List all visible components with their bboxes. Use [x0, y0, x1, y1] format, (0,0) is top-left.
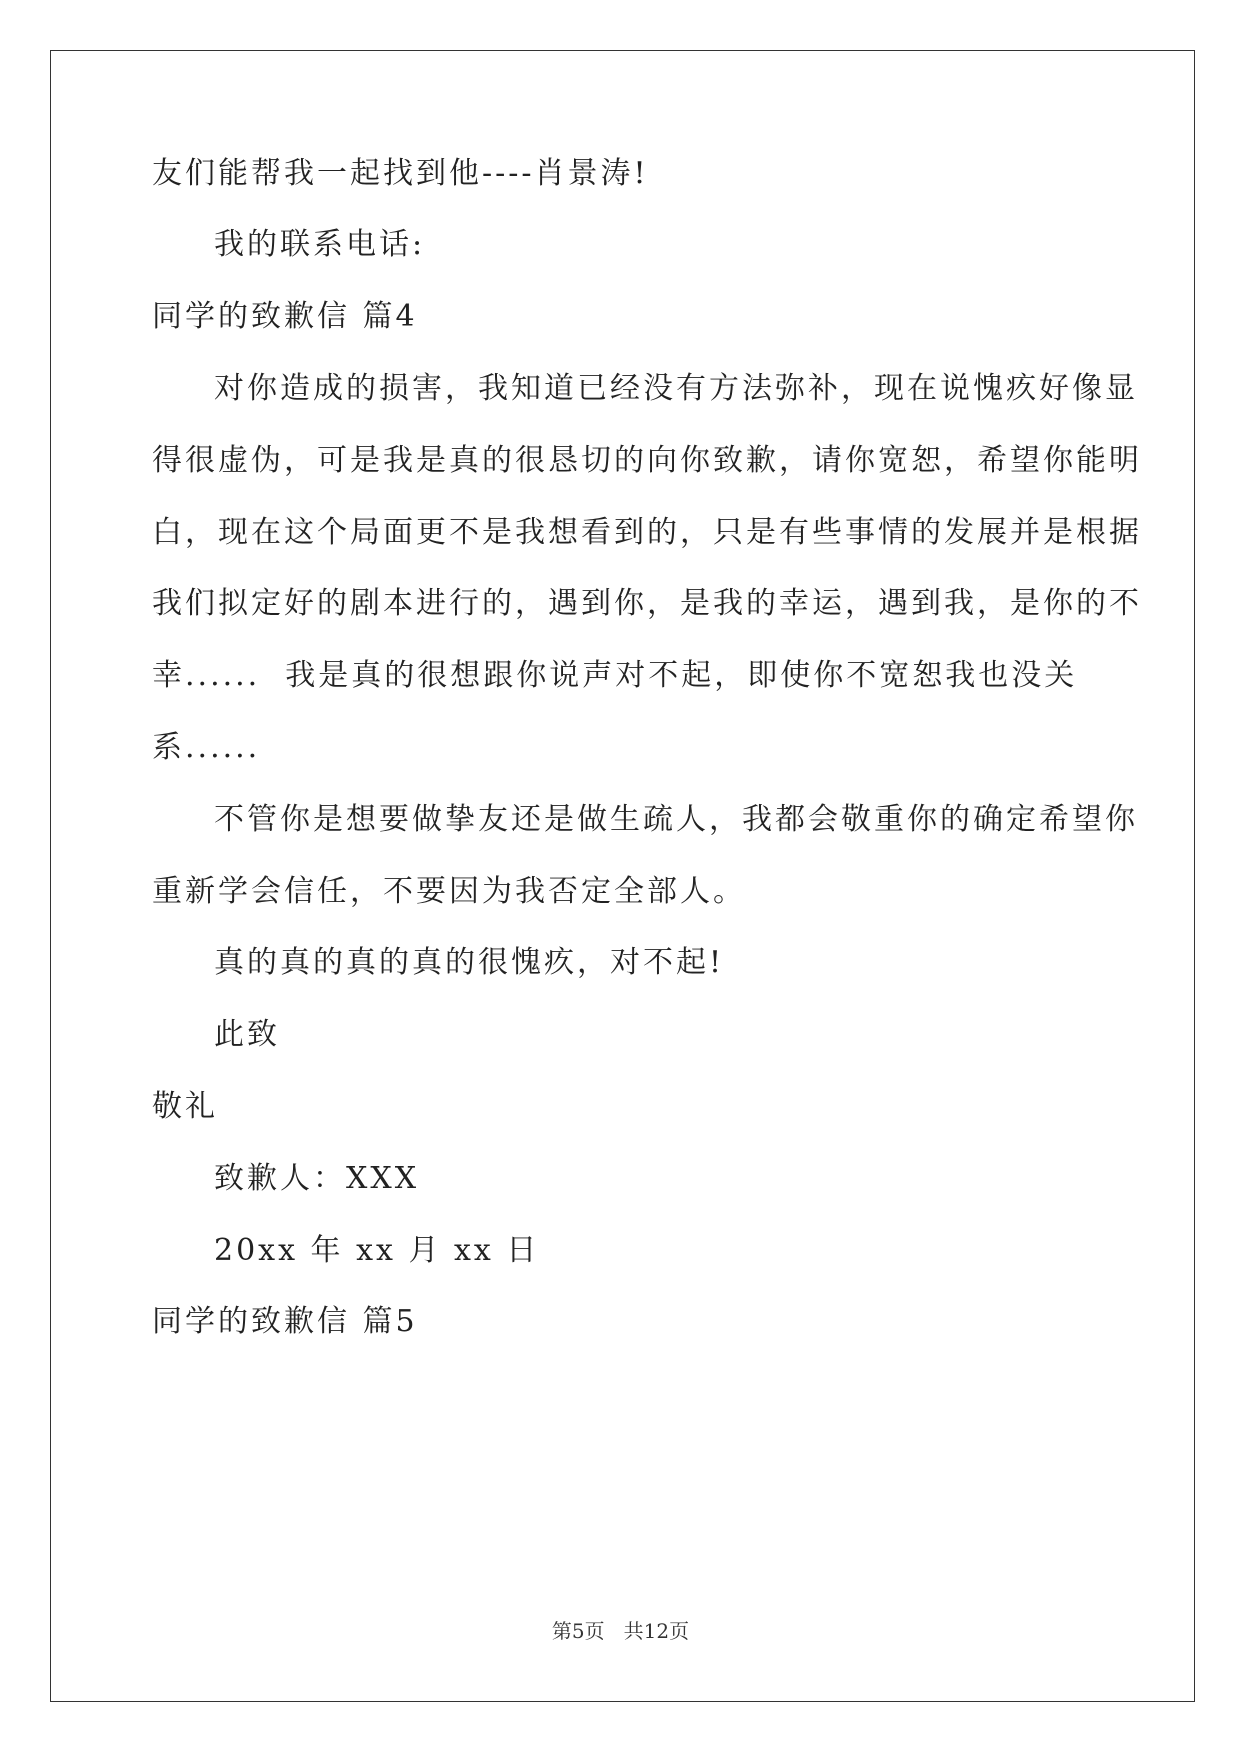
paragraph-line: 白，现在这个局面更不是我想看到的，只是有些事情的发展并是根据: [152, 515, 1142, 550]
text-line-continuation: 友们能帮我一起找到他----肖景涛!: [152, 156, 649, 191]
paragraph-line: 我们拟定好的剧本进行的，遇到你，是我的幸运，遇到我，是你的不: [152, 586, 1142, 621]
salutation-line: 敬礼: [152, 1089, 218, 1124]
paragraph-line: 幸...... 我是真的很想跟你说声对不起，即使你不宽恕我也没关: [152, 658, 1078, 693]
paragraph-line: 不管你是想要做挚友还是做生疏人，我都会敬重你的确定希望你: [214, 802, 1138, 837]
paragraph-line: 重新学会信任，不要因为我否定全部人。: [152, 874, 746, 909]
page-number-footer: 第5页 共12页: [551, 1619, 690, 1643]
closing-line: 此致: [214, 1017, 280, 1052]
signature-line: 致歉人：XXX: [214, 1161, 420, 1196]
section-heading-5: 同学的致歉信 篇5: [152, 1304, 418, 1339]
paragraph-line: 得很虚伪，可是我是真的很恳切的向你致歉，请你宽恕，希望你能明: [152, 443, 1142, 478]
paragraph-line: 对你造成的损害，我知道已经没有方法弥补，现在说愧疚好像显: [214, 371, 1138, 406]
date-line: 20xx 年 xx 月 xx 日: [214, 1233, 540, 1268]
section-heading-4: 同学的致歉信 篇4: [152, 299, 418, 334]
paragraph-line: 系......: [152, 730, 261, 765]
apology-line: 真的真的真的真的很愧疚，对不起!: [214, 945, 725, 980]
contact-phone-line: 我的联系电话:: [214, 227, 426, 262]
